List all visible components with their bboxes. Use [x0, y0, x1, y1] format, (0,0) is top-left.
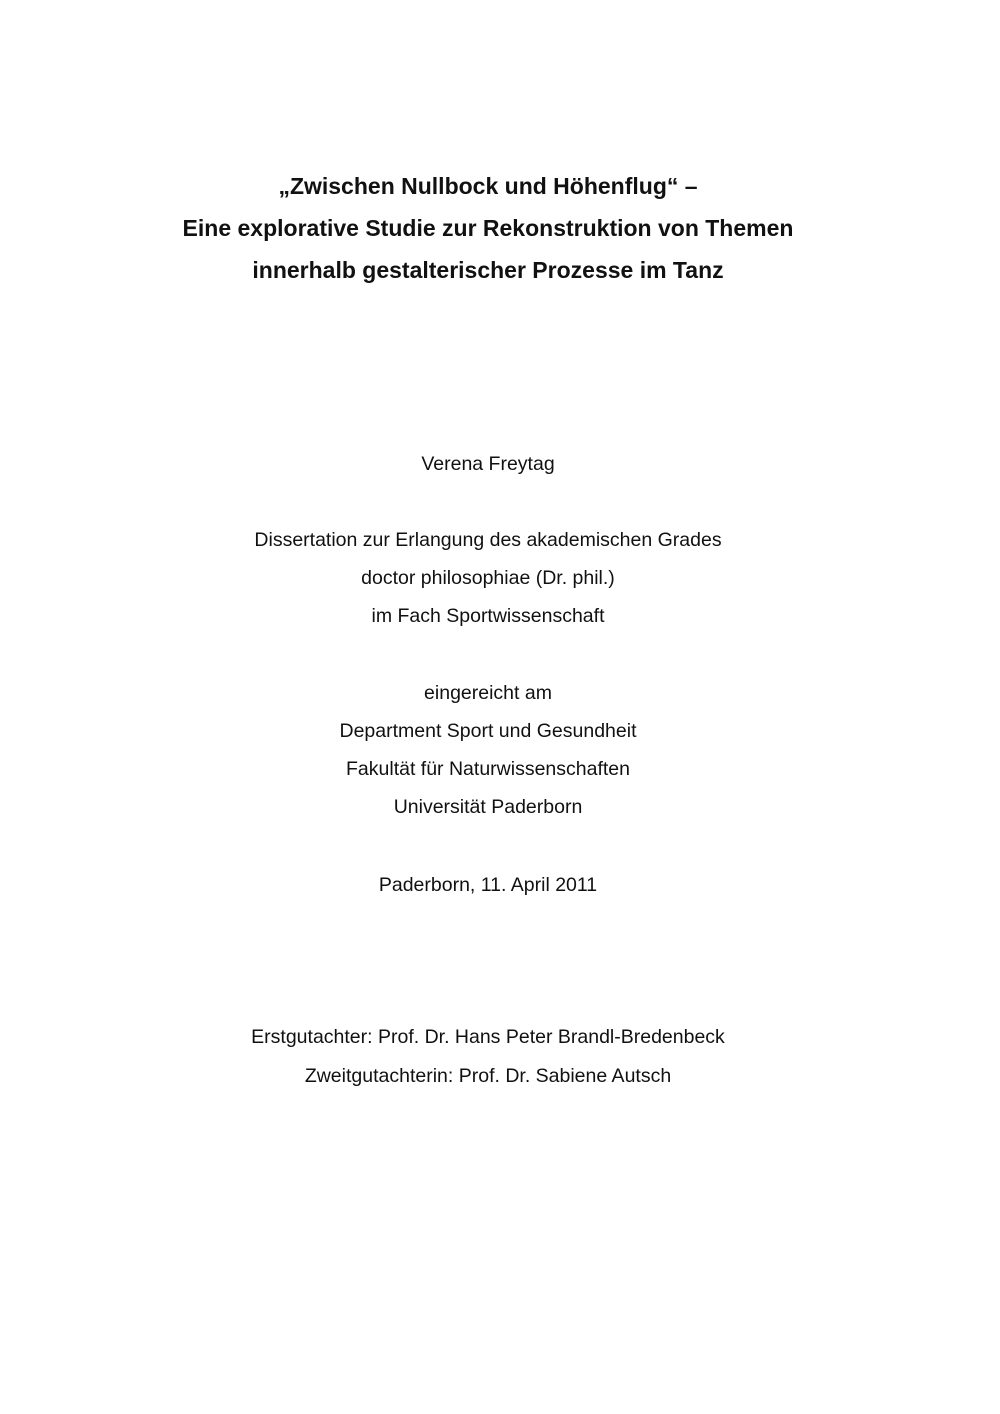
title-line-1: „Zwischen Nullbock und Höhenflug“ –: [278, 173, 698, 199]
degree-line-3: im Fach Sportwissenschaft: [371, 605, 605, 627]
place-date: Paderborn, 11. April 2011: [378, 874, 598, 896]
author-name: Verena Freytag: [421, 453, 555, 475]
title-line-2: Eine explorative Studie zur Rekonstruktion von Themen: [182, 215, 794, 241]
degree-line-2: doctor philosophiae (Dr. phil.): [361, 567, 615, 589]
university: Universität Paderborn: [393, 796, 583, 818]
faculty: Fakultät für Naturwissenschaften: [346, 758, 630, 780]
submission-line-1: eingereicht am: [424, 682, 552, 704]
degree-line-1: Dissertation zur Erlangung des akademischen Grades: [254, 529, 722, 551]
department: Department Sport und Gesundheit: [339, 720, 637, 742]
first-reviewer: Erstgutachter: Prof. Dr. Hans Peter Brandl-Bredenbeck: [251, 1026, 725, 1048]
title-line-3: innerhalb gestalterischer Prozesse im Tanz: [252, 257, 724, 283]
second-reviewer: Zweitgutachterin: Prof. Dr. Sabiene Autsch: [304, 1065, 672, 1087]
